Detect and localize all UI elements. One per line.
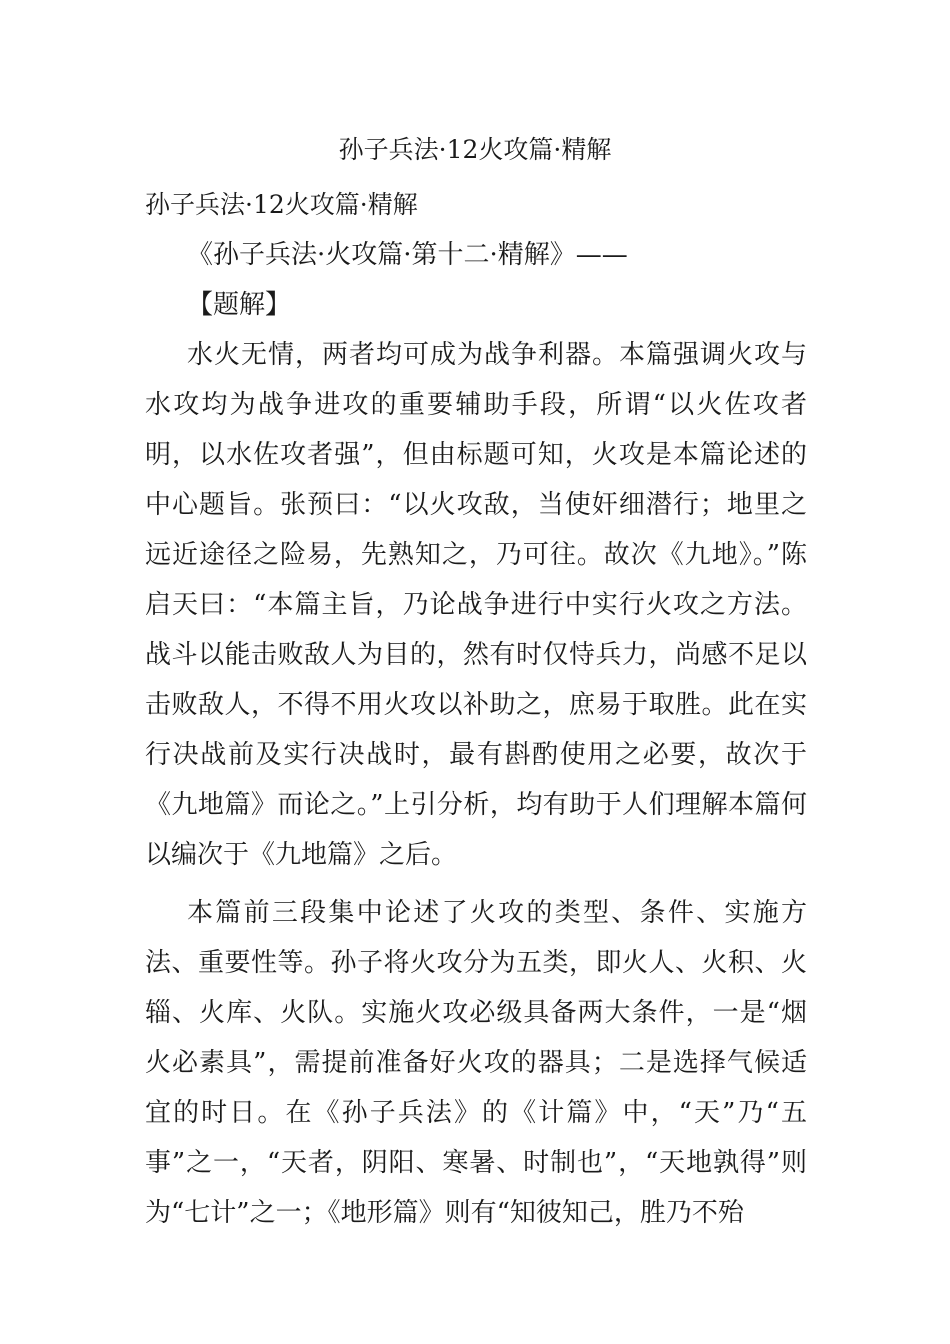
paragraph-1: 水火无情，两者均可成为战争利器。本篇强调火攻与水攻均为战争进攻的重要辅助手段，所谓“以火佐攻者明，以水佐攻者强”，但由标题可知，火攻是本篇论述的中心题旨。张预曰：“以火攻敌，当使奸细潜行；地里之远近途径之险易，先熟知之，乃可往。故次《九地》。”陈启天曰：“本篇主旨，乃论战争进行中实行火攻之方法。战斗以能击败敌人为目的，然有时仅恃兵力，尚感不足以击败敌人，不得不用火攻以补助之，庶易于取胜。此在实行决战前及实行决战时，最有斟酌使用之必要，故次于《九地篇》而论之。”上引分析，均有助于人们理解本篇何以编次于《九地篇》之后。	[145, 340, 807, 870]
paragraph-2: 本篇前三段集中论述了火攻的类型、条件、实施方法、重要性等。孙子将火攻分为五类，即火人、火积、火辎、火库、火队。实施火攻必级具备两大条件，一是“烟火必素具”，需提前准备好火攻的器具；二是选择气候适宜的时日。在《孙子兵法》的《计篇》中，“天”乃“五事”之一，“天者，阴阳、寒暑、时制也”，“天地孰得”则为“七计”之一；《地形篇》则有“知彼知己，胜乃不殆	[145, 898, 807, 1228]
document-body	[145, 180, 807, 1238]
document-subtitle: 孙子兵法·12火攻篇·精解	[145, 190, 418, 219]
section-heading: 【题解】	[187, 290, 292, 320]
document-title: 孙子兵法·12火攻篇·精解	[338, 135, 612, 164]
series-line: 《孙子兵法·火攻篇·第十二·精解》——	[187, 240, 628, 270]
